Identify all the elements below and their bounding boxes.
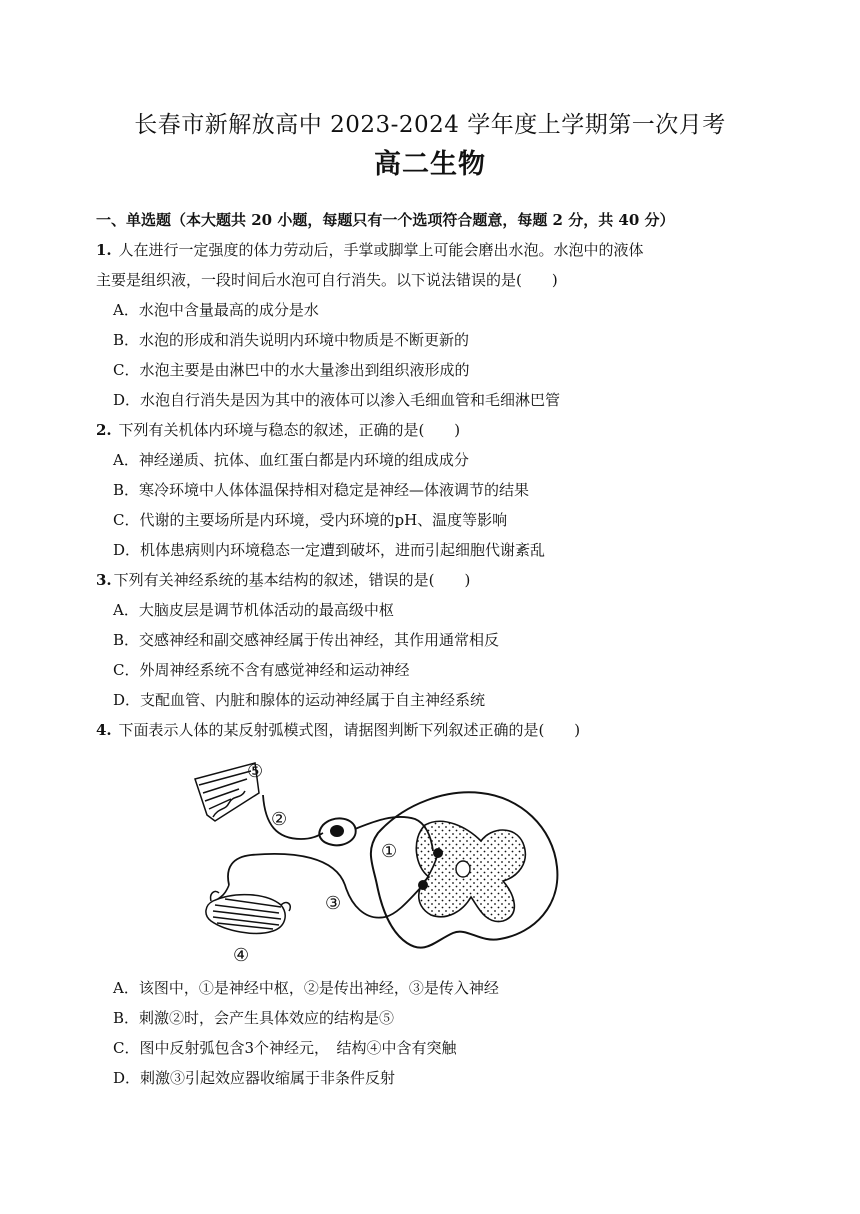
question-3-option-c: C．外周神经系统不含有感觉神经和运动神经: [113, 661, 410, 679]
question-1-stem: [96, 240, 796, 260]
question-2-option-c: C．代谢的主要场所是内环境，受内环境的pH、温度等影响: [113, 511, 508, 529]
question-2-option-d: D．机体患病则内环境稳态一定遭到破坏，进而引起细胞代谢紊乱: [113, 541, 546, 559]
question-text: 人在进行一定强度的体力劳动后，手掌或脚掌上可能会磨出水泡。水泡中的液体: [118, 241, 644, 259]
question-1-option-b: B．水泡的形成和消失说明内环境中物质是不断更新的: [113, 331, 470, 349]
question-4-option-c: C．图中反射弧包含3个神经元， 结构④中含有突触: [113, 1039, 457, 1057]
figure-label-3: ③: [325, 893, 342, 914]
section-heading: 一、单选题（本大题共 20 小题，每题只有一个选项符合题意，每题 2 分，共 40 分）: [96, 211, 675, 229]
question-number: 3.: [96, 571, 112, 589]
question-text: 下列有关机体内环境与稳态的叙述，正确的是( ): [118, 421, 461, 439]
question-text: 下面表示人体的某反射弧模式图，请据图判断下列叙述正确的是( ): [118, 721, 581, 739]
figure-label-4: ④: [233, 945, 250, 965]
question-4-stem: [96, 720, 796, 740]
gray-matter: [416, 821, 525, 921]
question-4-option-d: D．刺激③引起效应器收缩属于非条件反射: [113, 1069, 396, 1087]
question-text: 下列有关神经系统的基本结构的叙述，错误的是( ): [113, 571, 471, 589]
question-2-option-b: B．寒冷环境中人体体温保持相对稳定是神经—体液调节的结果: [113, 481, 530, 499]
question-number: 2.: [96, 421, 112, 439]
question-2-stem: [96, 420, 796, 440]
question-1-option-c: C．水泡主要是由淋巴中的水大量渗出到组织液形成的: [113, 361, 470, 379]
figure-label-1: ①: [381, 841, 398, 862]
question-1-option-d: D．水泡自行消失是因为其中的液体可以渗入毛细血管和毛细淋巴管: [113, 391, 561, 409]
question-3-option-b: B．交感神经和副交感神经属于传出神经，其作用通常相反: [113, 631, 500, 649]
question-number: 4.: [96, 721, 112, 739]
exam-title: 长春市新解放高中 2023-2024 学年度上学期第一次月考: [134, 112, 726, 138]
ganglion-cell-body: [330, 825, 344, 837]
subject-title: 高二生物: [374, 149, 486, 180]
question-1-stem-cont: 主要是组织液，一段时间后水泡可自行消失。以下说法错误的是( ): [96, 271, 558, 289]
central-canal: [456, 861, 470, 877]
question-number: 1.: [96, 241, 112, 259]
question-4-option-a: A．该图中，①是神经中枢，②是传出神经，③是传入神经: [113, 979, 499, 997]
question-3-stem: [96, 570, 796, 590]
question-2-option-a: A．神经递质、抗体、血红蛋白都是内环境的组成成分: [113, 451, 469, 469]
reflex-arc-diagram: [185, 755, 565, 965]
question-4-option-b: B．刺激②时，会产生具体效应的结构是⑤: [113, 1009, 395, 1027]
figure-label-5: ⑤: [247, 761, 264, 782]
question-3-option-d: D．支配血管、内脏和腺体的运动神经属于自主神经系统: [113, 691, 486, 709]
question-1-option-a: A．水泡中含量最高的成分是水: [113, 301, 319, 319]
figure-label-2: ②: [271, 809, 288, 830]
question-3-option-a: A．大脑皮层是调节机体活动的最高级中枢: [113, 601, 394, 619]
